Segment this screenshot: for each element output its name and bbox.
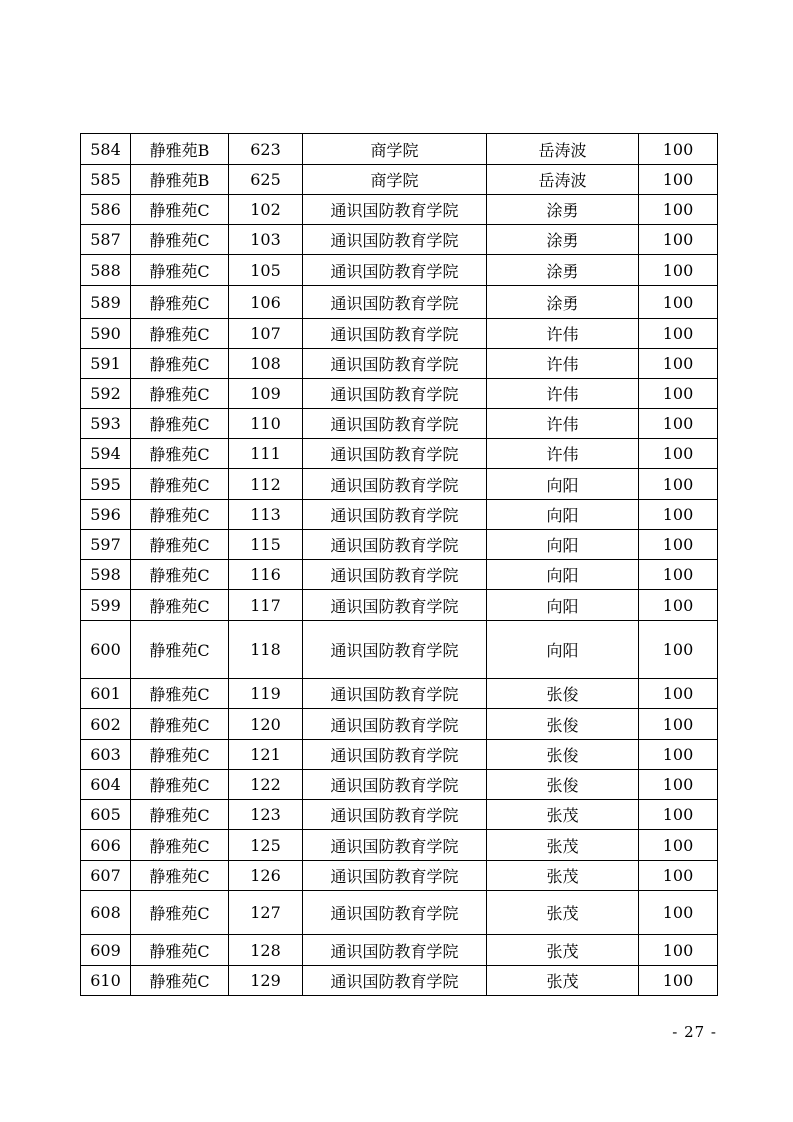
table-row	[81, 621, 718, 679]
responsible-person-cell: 向阳	[487, 500, 639, 530]
table-row	[81, 225, 718, 255]
table-row	[81, 469, 718, 500]
building-cell: 静雅苑C	[131, 195, 229, 225]
score-cell: 100	[639, 134, 718, 165]
college-cell: 通识国防教育学院	[303, 679, 487, 709]
college-cell: 通识国防教育学院	[303, 255, 487, 286]
responsible-person-cell: 岳涛波	[487, 165, 639, 195]
score-cell: 100	[639, 530, 718, 560]
room-number-cell: 112	[229, 469, 303, 500]
row-number-cell: 610	[81, 966, 131, 996]
responsible-person-cell: 向阳	[487, 530, 639, 560]
score-cell: 100	[639, 966, 718, 996]
score-cell: 100	[639, 349, 718, 379]
table-row	[81, 800, 718, 830]
row-number-cell: 593	[81, 409, 131, 439]
room-number-cell: 123	[229, 800, 303, 830]
room-number-cell: 117	[229, 590, 303, 621]
responsible-person-cell: 向阳	[487, 590, 639, 621]
room-number-cell: 119	[229, 679, 303, 709]
college-cell: 通识国防教育学院	[303, 409, 487, 439]
building-cell: 静雅苑C	[131, 891, 229, 935]
building-cell: 静雅苑C	[131, 469, 229, 500]
table-row	[81, 709, 718, 740]
responsible-person-cell: 许伟	[487, 319, 639, 349]
responsible-person-cell: 向阳	[487, 621, 639, 679]
building-cell: 静雅苑C	[131, 935, 229, 966]
score-cell: 100	[639, 830, 718, 861]
room-number-cell: 113	[229, 500, 303, 530]
room-number-cell: 118	[229, 621, 303, 679]
responsible-person-cell: 张茂	[487, 966, 639, 996]
room-number-cell: 115	[229, 530, 303, 560]
building-cell: 静雅苑B	[131, 165, 229, 195]
table-row	[81, 560, 718, 590]
college-cell: 通识国防教育学院	[303, 621, 487, 679]
responsible-person-cell: 张茂	[487, 800, 639, 830]
college-cell: 通识国防教育学院	[303, 861, 487, 891]
table-row	[81, 891, 718, 935]
college-cell: 通识国防教育学院	[303, 500, 487, 530]
room-number-cell: 102	[229, 195, 303, 225]
responsible-person-cell: 许伟	[487, 439, 639, 469]
table-row	[81, 379, 718, 409]
responsible-person-cell: 张茂	[487, 935, 639, 966]
score-cell: 100	[639, 255, 718, 286]
table-row	[81, 679, 718, 709]
table-row	[81, 134, 718, 165]
college-cell: 通识国防教育学院	[303, 935, 487, 966]
building-cell: 静雅苑C	[131, 439, 229, 469]
table-row	[81, 195, 718, 225]
building-cell: 静雅苑B	[131, 134, 229, 165]
building-cell: 静雅苑C	[131, 560, 229, 590]
college-cell: 通识国防教育学院	[303, 966, 487, 996]
table-row	[81, 165, 718, 195]
row-number-cell: 597	[81, 530, 131, 560]
college-cell: 通识国防教育学院	[303, 439, 487, 469]
responsible-person-cell: 涂勇	[487, 225, 639, 255]
table-row	[81, 966, 718, 996]
score-cell: 100	[639, 379, 718, 409]
building-cell: 静雅苑C	[131, 861, 229, 891]
row-number-cell: 594	[81, 439, 131, 469]
row-number-cell: 586	[81, 195, 131, 225]
row-number-cell: 588	[81, 255, 131, 286]
building-cell: 静雅苑C	[131, 966, 229, 996]
room-number-cell: 120	[229, 709, 303, 740]
college-cell: 通识国防教育学院	[303, 469, 487, 500]
score-cell: 100	[639, 891, 718, 935]
score-cell: 100	[639, 195, 718, 225]
building-cell: 静雅苑C	[131, 770, 229, 800]
college-cell: 通识国防教育学院	[303, 530, 487, 560]
responsible-person-cell: 张茂	[487, 830, 639, 861]
responsible-person-cell: 涂勇	[487, 255, 639, 286]
room-number-cell: 128	[229, 935, 303, 966]
responsible-person-cell: 张茂	[487, 891, 639, 935]
building-cell: 静雅苑C	[131, 349, 229, 379]
table-row	[81, 319, 718, 349]
inspection-table	[80, 133, 718, 996]
row-number-cell: 598	[81, 560, 131, 590]
room-number-cell: 122	[229, 770, 303, 800]
responsible-person-cell: 向阳	[487, 560, 639, 590]
score-cell: 100	[639, 770, 718, 800]
room-number-cell: 109	[229, 379, 303, 409]
college-cell: 通识国防教育学院	[303, 195, 487, 225]
row-number-cell: 589	[81, 286, 131, 319]
room-number-cell: 127	[229, 891, 303, 935]
building-cell: 静雅苑C	[131, 255, 229, 286]
score-cell: 100	[639, 500, 718, 530]
building-cell: 静雅苑C	[131, 830, 229, 861]
college-cell: 通识国防教育学院	[303, 709, 487, 740]
row-number-cell: 600	[81, 621, 131, 679]
table-row	[81, 590, 718, 621]
responsible-person-cell: 涂勇	[487, 286, 639, 319]
responsible-person-cell: 张茂	[487, 861, 639, 891]
college-cell: 通识国防教育学院	[303, 349, 487, 379]
responsible-person-cell: 张俊	[487, 770, 639, 800]
college-cell: 通识国防教育学院	[303, 286, 487, 319]
score-cell: 100	[639, 621, 718, 679]
row-number-cell: 590	[81, 319, 131, 349]
row-number-cell: 607	[81, 861, 131, 891]
table-row	[81, 439, 718, 469]
building-cell: 静雅苑C	[131, 286, 229, 319]
row-number-cell: 608	[81, 891, 131, 935]
score-cell: 100	[639, 861, 718, 891]
college-cell: 通识国防教育学院	[303, 560, 487, 590]
college-cell: 通识国防教育学院	[303, 225, 487, 255]
room-number-cell: 625	[229, 165, 303, 195]
row-number-cell: 591	[81, 349, 131, 379]
college-cell: 通识国防教育学院	[303, 740, 487, 770]
row-number-cell: 603	[81, 740, 131, 770]
table-row	[81, 255, 718, 286]
building-cell: 静雅苑C	[131, 319, 229, 349]
row-number-cell: 602	[81, 709, 131, 740]
building-cell: 静雅苑C	[131, 530, 229, 560]
responsible-person-cell: 许伟	[487, 379, 639, 409]
room-number-cell: 110	[229, 409, 303, 439]
row-number-cell: 587	[81, 225, 131, 255]
room-number-cell: 111	[229, 439, 303, 469]
score-cell: 100	[639, 286, 718, 319]
score-cell: 100	[639, 590, 718, 621]
responsible-person-cell: 许伟	[487, 409, 639, 439]
score-cell: 100	[639, 165, 718, 195]
building-cell: 静雅苑C	[131, 679, 229, 709]
room-number-cell: 623	[229, 134, 303, 165]
room-number-cell: 116	[229, 560, 303, 590]
row-number-cell: 584	[81, 134, 131, 165]
row-number-cell: 596	[81, 500, 131, 530]
row-number-cell: 604	[81, 770, 131, 800]
building-cell: 静雅苑C	[131, 740, 229, 770]
score-cell: 100	[639, 409, 718, 439]
college-cell: 通识国防教育学院	[303, 379, 487, 409]
college-cell: 商学院	[303, 165, 487, 195]
score-cell: 100	[639, 800, 718, 830]
room-number-cell: 105	[229, 255, 303, 286]
college-cell: 通识国防教育学院	[303, 319, 487, 349]
responsible-person-cell: 岳涛波	[487, 134, 639, 165]
building-cell: 静雅苑C	[131, 709, 229, 740]
table-row	[81, 286, 718, 319]
row-number-cell: 585	[81, 165, 131, 195]
room-number-cell: 126	[229, 861, 303, 891]
score-cell: 100	[639, 679, 718, 709]
responsible-person-cell: 许伟	[487, 349, 639, 379]
building-cell: 静雅苑C	[131, 379, 229, 409]
table-row	[81, 770, 718, 800]
college-cell: 通识国防教育学院	[303, 590, 487, 621]
row-number-cell: 606	[81, 830, 131, 861]
college-cell: 商学院	[303, 134, 487, 165]
college-cell: 通识国防教育学院	[303, 800, 487, 830]
table-row	[81, 409, 718, 439]
responsible-person-cell: 张俊	[487, 709, 639, 740]
table-row	[81, 935, 718, 966]
table-row	[81, 861, 718, 891]
responsible-person-cell: 张俊	[487, 679, 639, 709]
room-number-cell: 108	[229, 349, 303, 379]
building-cell: 静雅苑C	[131, 225, 229, 255]
room-number-cell: 121	[229, 740, 303, 770]
responsible-person-cell: 张俊	[487, 740, 639, 770]
college-cell: 通识国防教育学院	[303, 770, 487, 800]
table-body	[81, 134, 718, 996]
score-cell: 100	[639, 319, 718, 349]
score-cell: 100	[639, 935, 718, 966]
building-cell: 静雅苑C	[131, 590, 229, 621]
table-row	[81, 740, 718, 770]
college-cell: 通识国防教育学院	[303, 830, 487, 861]
row-number-cell: 601	[81, 679, 131, 709]
score-cell: 100	[639, 560, 718, 590]
building-cell: 静雅苑C	[131, 621, 229, 679]
page-number: - 27 -	[672, 1023, 717, 1041]
room-number-cell: 103	[229, 225, 303, 255]
row-number-cell: 609	[81, 935, 131, 966]
table-row	[81, 530, 718, 560]
building-cell: 静雅苑C	[131, 800, 229, 830]
row-number-cell: 592	[81, 379, 131, 409]
row-number-cell: 599	[81, 590, 131, 621]
table-row	[81, 830, 718, 861]
score-cell: 100	[639, 740, 718, 770]
row-number-cell: 605	[81, 800, 131, 830]
college-cell: 通识国防教育学院	[303, 891, 487, 935]
building-cell: 静雅苑C	[131, 500, 229, 530]
room-number-cell: 106	[229, 286, 303, 319]
responsible-person-cell: 涂勇	[487, 195, 639, 225]
building-cell: 静雅苑C	[131, 409, 229, 439]
score-cell: 100	[639, 225, 718, 255]
table-row	[81, 500, 718, 530]
row-number-cell: 595	[81, 469, 131, 500]
score-cell: 100	[639, 709, 718, 740]
table-row	[81, 349, 718, 379]
score-cell: 100	[639, 439, 718, 469]
room-number-cell: 107	[229, 319, 303, 349]
room-number-cell: 125	[229, 830, 303, 861]
responsible-person-cell: 向阳	[487, 469, 639, 500]
score-cell: 100	[639, 469, 718, 500]
room-number-cell: 129	[229, 966, 303, 996]
